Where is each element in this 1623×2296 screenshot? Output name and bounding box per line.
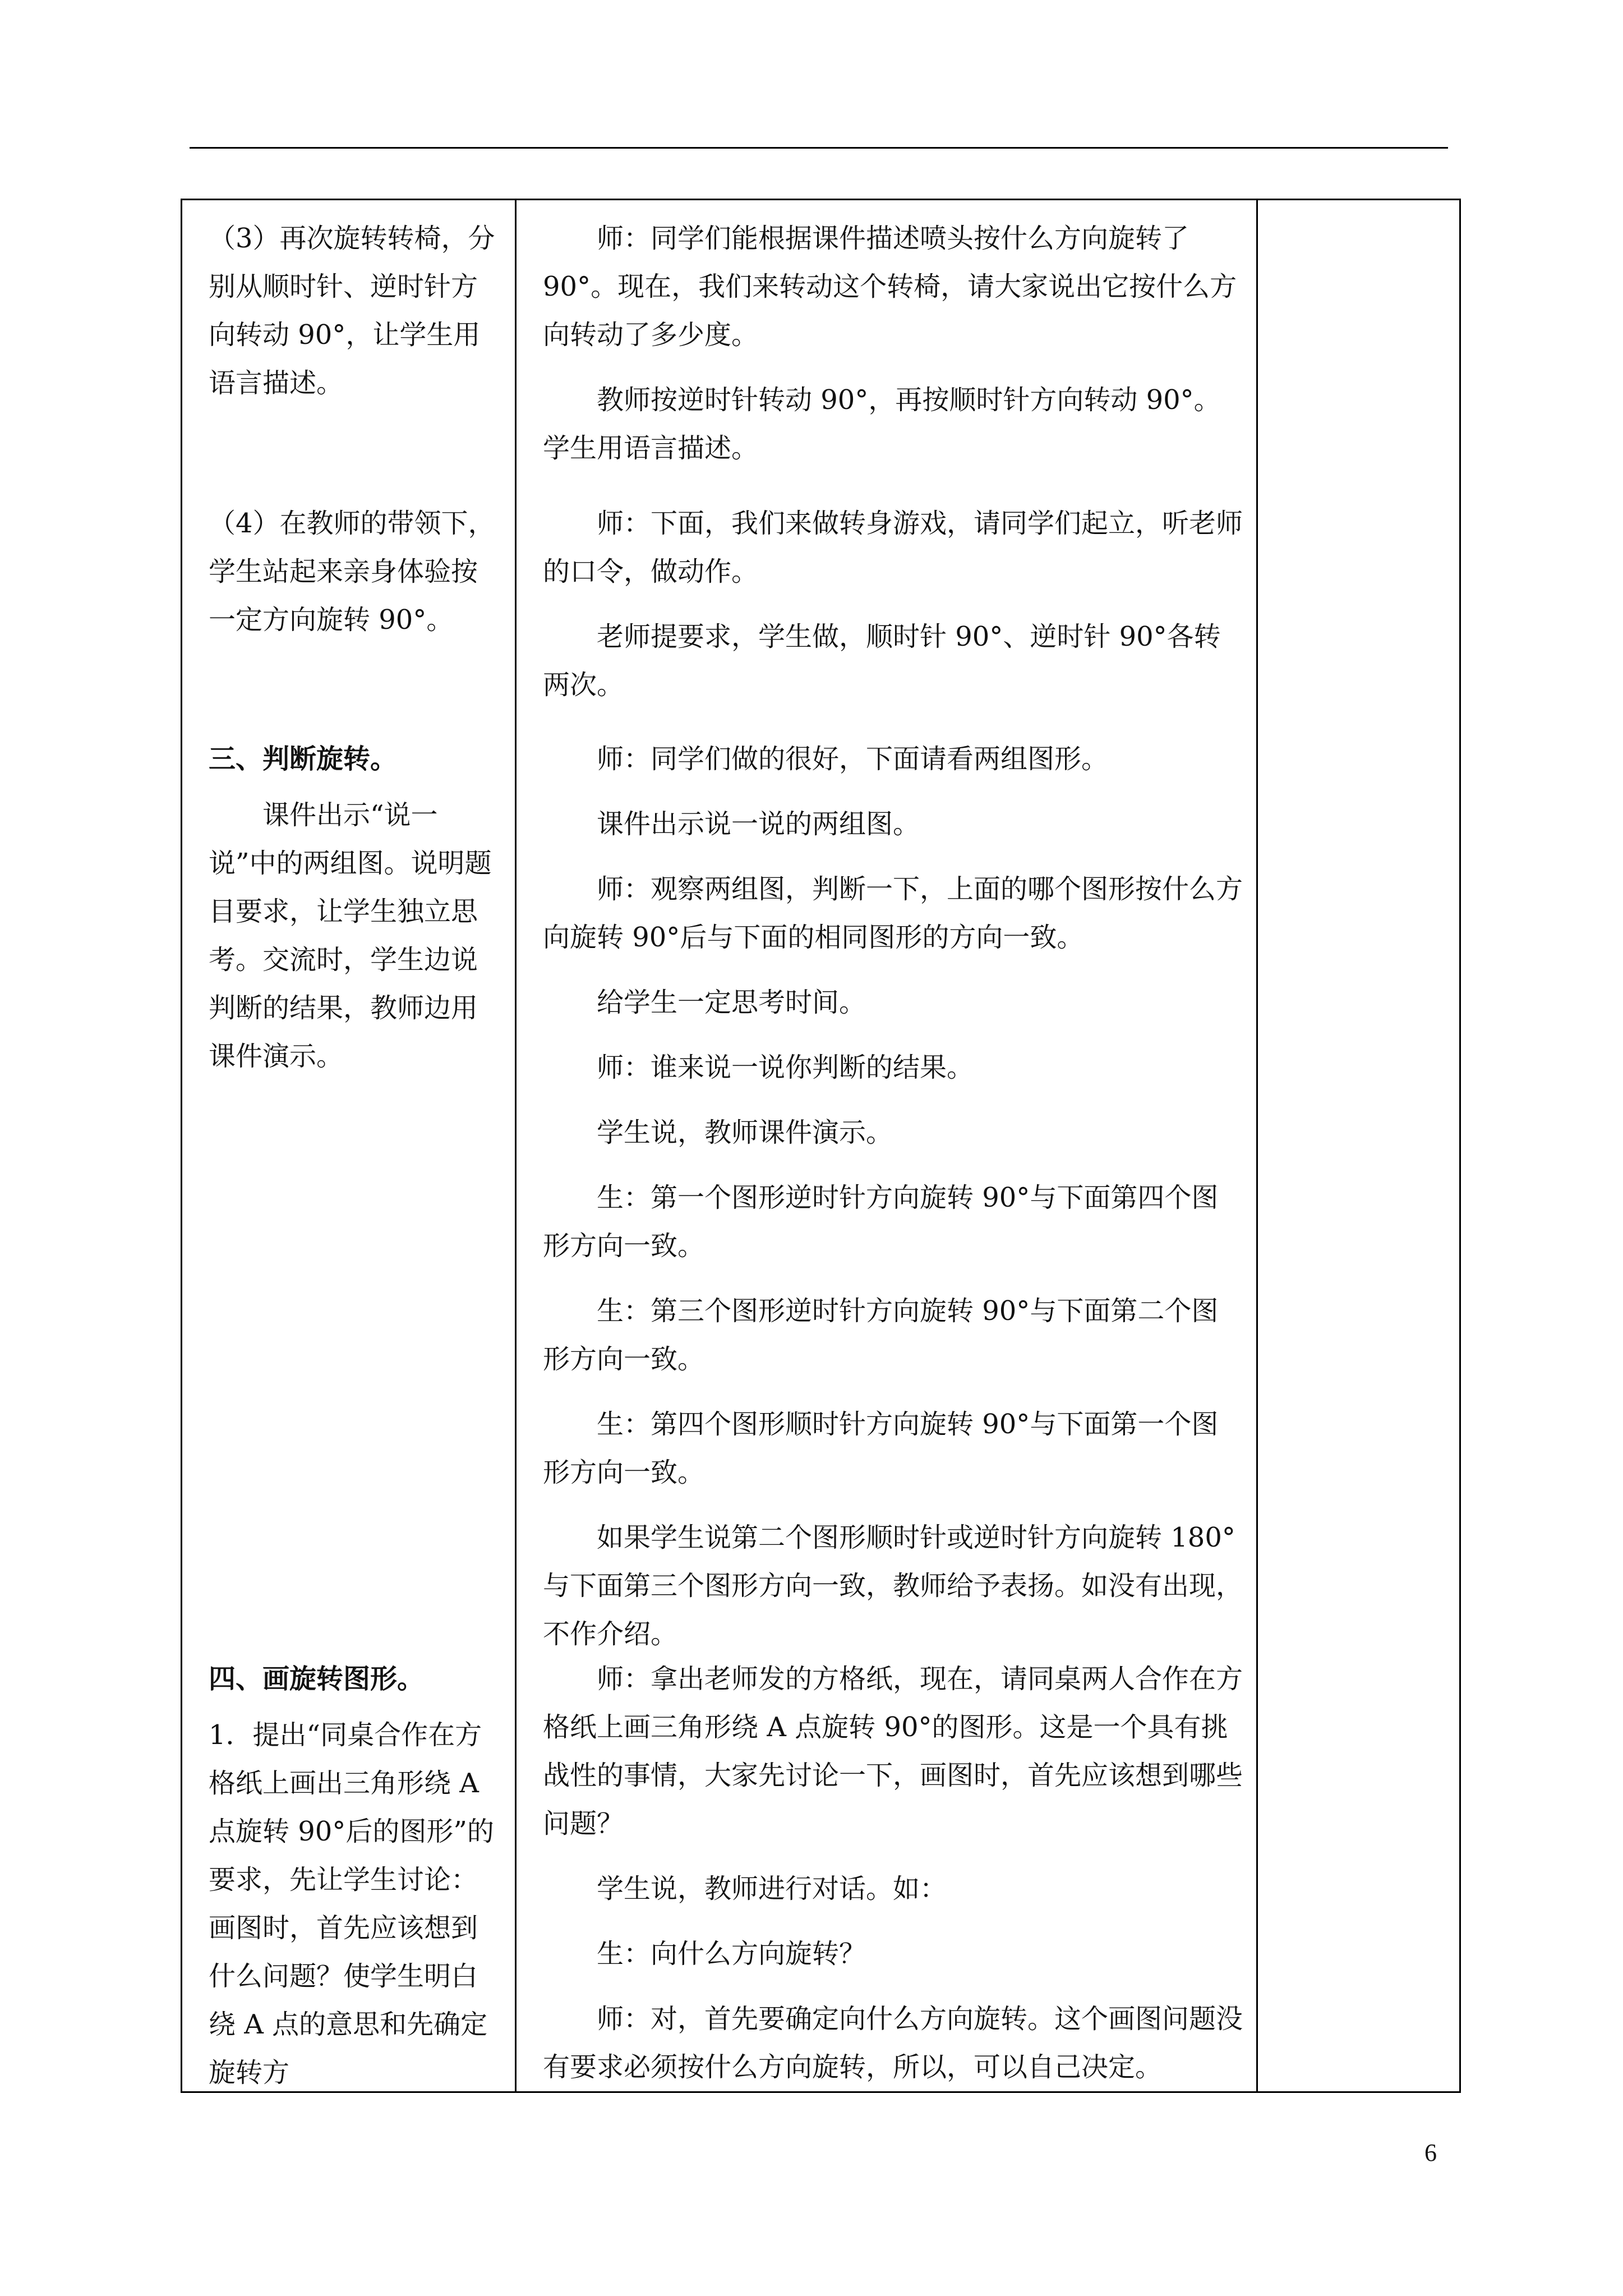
mid-paragraph-13: 生：第四个图形顺时针方向旋转 90°与下面第一个图形方向一致。 [543,1409,1219,1488]
mid-paragraph-9: 师：谁来说一说你判断的结果。 [597,1052,974,1083]
mid-paragraph-6: 课件出示说一说的两组图。 [597,808,920,840]
mid-paragraph-7: 师：观察两组图，判断一下，上面的哪个图形按什么方向旋转 90°后与下面的相同图形的方向一致。 [543,873,1243,953]
mid-paragraph-8: 给学生一定思考时间。 [597,987,866,1018]
mid-paragraph-11: 生：第一个图形逆时针方向旋转 90°与下面第四个图形方向一致。 [543,1182,1219,1262]
left-section-3 [209,735,500,1080]
left-step-3-text: （3）再次旋转转椅，分别从顺时针、逆时针方向转动 90°，让学生用语言描述。 [209,223,495,399]
mid-paragraph-10: 学生说，教师课件演示。 [597,1117,893,1148]
mid-paragraph-1: 师：同学们能根据课件描述喷头按什么方向旋转了 90°。现在，我们来转动这个转椅，请大家说出它按什么方向转动了多少度。 [543,223,1237,351]
mid-group-3 [543,735,1244,1658]
mid-paragraph-14: 如果学生说第二个图形顺时针或逆时针方向旋转 180°与下面第三个图形方向一致，教师给予表扬。如没有出现，不作介绍。 [543,1522,1243,1650]
left-section-4 [209,1655,500,2097]
mid-group-2 [543,499,1244,709]
mid-paragraph-15: 师：拿出老师发的方格纸，现在，请同桌两人合作在方格纸上画三角形绕 A 点旋转 90°的图形。这是一个具有挑战性的事情，大家先讨论一下，画图时，首先应该想到哪些问题？ [543,1663,1243,1839]
mid-paragraph-5: 师：同学们做的很好，下面请看两组图形。 [597,743,1109,775]
mid-paragraph-16: 学生说，教师进行对话。如： [597,1873,947,1904]
mid-paragraph-3: 师：下面，我们来做转身游戏，请同学们起立，听老师的口令，做动作。 [543,508,1243,587]
section-4-body: 1．提出“同桌合作在方格纸上画出三角形绕 A 点旋转 90°后的图形”的要求，先让学生讨论：画图时，首先应该想到什么问题？使学生明白绕 A 点的意思和先确定旋转方 [209,1719,494,2088]
mid-paragraph-4: 老师提要求，学生做，顺时针 90°、逆时针 90°各转两次。 [543,621,1221,701]
column-divider-2 [1256,199,1258,2093]
mid-paragraph-12: 生：第三个图形逆时针方向旋转 90°与下面第二个图形方向一致。 [543,1295,1219,1375]
section-4-heading: 四、画旋转图形。 [209,1663,425,1695]
mid-paragraph-2: 教师按逆时针转动 90°，再按顺时针方向转动 90°。学生用语言描述。 [543,384,1221,464]
section-3-heading: 三、判断旋转。 [209,743,398,775]
left-step-4 [209,499,500,644]
header-rule [190,147,1448,149]
mid-group-1 [543,214,1244,472]
mid-group-4 [543,1655,1244,2091]
left-step-3 [209,214,500,407]
column-divider-1 [515,199,517,2093]
page-number: 6 [1424,2139,1437,2166]
mid-paragraph-17: 生：向什么方向旋转？ [597,1938,866,1970]
left-step-4-text: （4）在教师的带领下，学生站起来亲身体验按一定方向旋转 90°。 [209,508,495,636]
section-3-body: 课件出示“说一说”中的两组图。说明题目要求，让学生独立思考。交流时，学生边说判断的结果，教师边用课件演示。 [209,799,492,1072]
mid-paragraph-18: 师：对，首先要确定向什么方向旋转。这个画图问题没有要求必须按什么方向旋转，所以，可以自己决定。 [543,2003,1243,2083]
